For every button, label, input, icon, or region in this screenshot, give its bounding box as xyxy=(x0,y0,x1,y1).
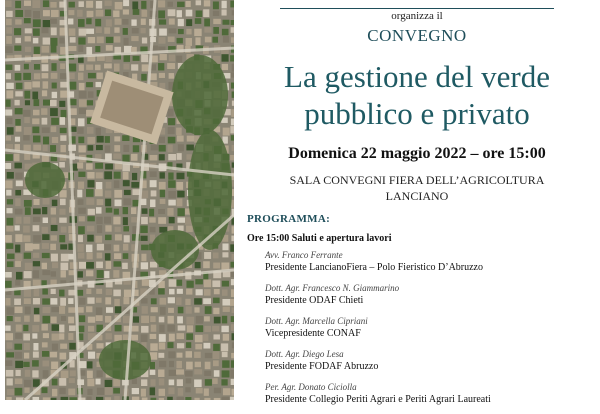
organizer-name-cropped xyxy=(234,0,600,7)
speaker-role: Vicepresidente CONAF xyxy=(265,328,361,339)
speaker-item xyxy=(265,282,595,315)
organizza-text: organizza il xyxy=(391,10,443,22)
aerial-city-photo xyxy=(5,0,234,400)
speaker-role: Presidente ODAF Chieti xyxy=(265,295,364,306)
venue-line-1: SALA CONVEGNI FIERA DELL’AGRICOLTURA xyxy=(289,173,545,187)
title-line-2: pubblico e privato xyxy=(304,96,530,131)
event-title xyxy=(234,58,600,132)
speaker-list xyxy=(265,249,595,414)
speaker-name: Dott. Agr. Diego Lesa xyxy=(265,349,344,359)
speaker-item xyxy=(265,249,595,282)
speaker-item xyxy=(265,348,595,381)
speaker-name: Dott. Agr. Francesco N. Giammarino xyxy=(265,283,400,293)
speaker-name: Per. Agr. Donato Ciciolla xyxy=(265,382,357,392)
title-line-1: La gestione del verde xyxy=(284,59,550,94)
event-date: Domenica 22 maggio 2022 – ore 15:00 xyxy=(288,145,546,162)
event-venue xyxy=(234,172,600,204)
programme-heading: PROGRAMMA: xyxy=(247,213,331,225)
speaker-role: Presidente Collegio Periti Agrari e Periti Agrari Laureati xyxy=(265,394,491,405)
speaker-name: Dott. Agr. Marcella Cipriani xyxy=(265,316,368,326)
programme-first-item: Ore 15:00 Saluti e apertura lavori xyxy=(247,233,392,244)
speaker-item xyxy=(265,381,595,414)
aerial-city-icon xyxy=(5,0,234,400)
event-type: CONVEGNO xyxy=(367,26,467,45)
speaker-role: Presidente LancianoFiera – Polo Fieristico D’Abruzzo xyxy=(265,262,483,273)
flyer-content xyxy=(234,0,600,405)
speaker-item xyxy=(265,315,595,348)
venue-line-2: LANCIANO xyxy=(385,189,449,203)
speaker-name: Avv. Franco Ferrante xyxy=(265,250,343,260)
speaker-role: Presidente FODAF Abruzzo xyxy=(265,361,379,372)
